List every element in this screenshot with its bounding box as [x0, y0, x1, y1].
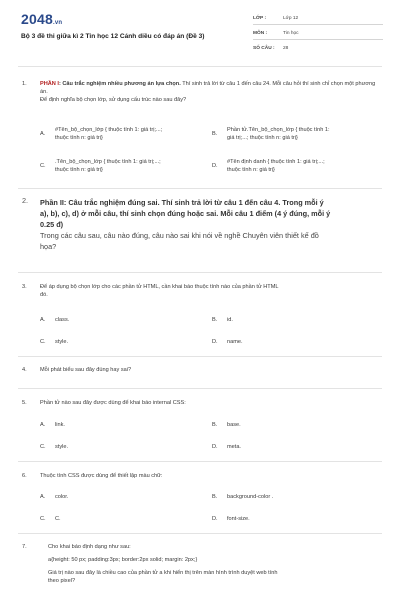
site-logo[interactable]: [21, 11, 62, 27]
question-3: [22, 283, 382, 303]
option-letter: A.: [40, 317, 46, 323]
question-5: [22, 399, 382, 409]
question-number: 5.: [22, 400, 27, 406]
option-text: #Tên_bộ_chọn_lớp { thuộc tính 1: giá trị;...; thuộc tính n: giá trị}: [55, 127, 163, 141]
question-divider: [18, 388, 382, 389]
meta-class-label: LỚP :: [253, 16, 267, 21]
option-text: font-size.: [227, 516, 250, 522]
question-text: Cho khai báo định dạng như sau: a{height: 50 px; padding:3px; border:2px solid; margin: 2px;} Giá trị nào sau đây là chiều cao của phần tử a khi hiển thị trên màn hình trình duyệt web tính theo pixel?: [48, 544, 278, 584]
question-number: 1.: [22, 81, 27, 87]
option-text: base.: [227, 422, 241, 428]
question-text: Mỗi phát biểu sau đây đúng hay sai?: [40, 367, 132, 373]
option-letter: B.: [212, 317, 218, 323]
question-divider: [18, 533, 382, 534]
meta-class: [253, 16, 383, 22]
option-letter: C.: [40, 339, 46, 345]
option-letter: C.: [40, 163, 46, 169]
meta-subject: [253, 31, 383, 37]
question-text: [40, 80, 380, 104]
option-text: color.: [55, 494, 69, 500]
option-text: style.: [55, 339, 69, 345]
meta-divider: [253, 24, 383, 25]
question-4: [22, 366, 382, 376]
question-text: Để áp dụng bộ chọn lớp cho các phần tử HTML, cần khai báo thuộc tính nào của phần tử HTML đó.: [40, 284, 279, 298]
option-text: Phần tử.Tên_bộ_chọn_lớp { thuộc tính 1: giá trị;...; thuộc tính n: giá trị}: [227, 127, 330, 141]
header-divider: [18, 66, 382, 67]
option-letter: D.: [212, 516, 218, 522]
option-letter: D.: [212, 339, 218, 345]
option-text: class.: [55, 317, 70, 323]
question-number: 4.: [22, 367, 27, 373]
meta-count-value: 28: [283, 46, 289, 51]
meta-count-label: SỐ CÂU :: [253, 46, 275, 51]
option-text: style.: [55, 444, 69, 450]
option-letter: B.: [212, 494, 218, 500]
question-number: 7.: [22, 544, 27, 550]
meta-divider: [253, 39, 383, 40]
logo-main: 2048: [21, 11, 53, 27]
option-text: .Tên_bộ_chọn_lớp { thuộc tính 1: giá trị;...; thuộc tính n: giá trị}: [55, 159, 161, 173]
option-text: #Tên định danh { thuộc tính 1: giá trị;...; thuộc tính n: giá trị}: [227, 159, 325, 173]
part-rest: Thí sinh trả lời từ câu 1 đến câu 24. Mỗi câu hỏi thí sinh chỉ chọn một phương án.: [40, 81, 376, 95]
option-text: C.: [55, 516, 61, 522]
question-prompt: Để định nghĩa bộ chọn lớp, sử dụng cấu trúc nào sau đây?: [40, 97, 187, 103]
option-letter: D.: [212, 444, 218, 450]
question-divider: [18, 461, 382, 462]
question-number: 6.: [22, 473, 27, 479]
logo-suffix: .vn: [52, 20, 63, 26]
option-text: name.: [227, 339, 243, 345]
option-letter: A.: [40, 494, 46, 500]
question-divider: [18, 188, 382, 189]
meta-class-value: Lớp 12: [283, 16, 299, 21]
option-letter: C.: [40, 444, 46, 450]
option-letter: D.: [212, 163, 218, 169]
page-title: Bộ 3 đề thi giữa kì 2 Tin học 12 Cánh diều có đáp án (Đề 3): [21, 33, 205, 40]
option-letter: A.: [40, 131, 46, 137]
question-number: 3.: [22, 284, 27, 290]
option-letter: B.: [212, 131, 218, 137]
question-2: [22, 197, 382, 263]
part-lead: : Câu trắc nghiệm nhiều phương án lựa chọn.: [58, 81, 181, 87]
option-text: id.: [227, 317, 233, 323]
meta-subject-label: MÔN :: [253, 31, 268, 36]
question-7: [22, 543, 382, 600]
meta-count: [253, 46, 383, 52]
question-text: Phần II: Câu trắc nghiệm đúng sai. Thí sinh trả lời từ câu 1 đến câu 4. Trong mỗi ý a), b), c), d) ở mỗi câu, thí sinh chọn đúng hoặc sai. Mỗi câu 1 điểm (4 ý đúng, mỗi ý 0.25 đ) Trong các câu sau, câu nào đúng, câu nào sai khi nói về nghề Chuyên viên thiết kế đồ họa?: [40, 198, 331, 251]
option-letter: C.: [40, 516, 46, 522]
option-text: meta.: [227, 444, 241, 450]
question-6: [22, 472, 382, 482]
option-letter: B.: [212, 422, 218, 428]
question-divider: [18, 356, 382, 357]
question-text: Thuộc tính CSS được dùng để thiết lập màu chữ:: [40, 473, 163, 479]
part-label: PHẦN I: [40, 81, 59, 87]
question-number: 2.: [22, 196, 29, 205]
document-header: [0, 0, 400, 66]
question-divider: [18, 272, 382, 273]
meta-subject-value: Tin học: [283, 31, 299, 36]
option-text: link.: [55, 422, 65, 428]
question-text: Phần tử nào sau đây được dùng để khai báo internal CSS:: [40, 400, 186, 406]
option-text: background-color .: [227, 494, 274, 500]
option-letter: A.: [40, 422, 46, 428]
